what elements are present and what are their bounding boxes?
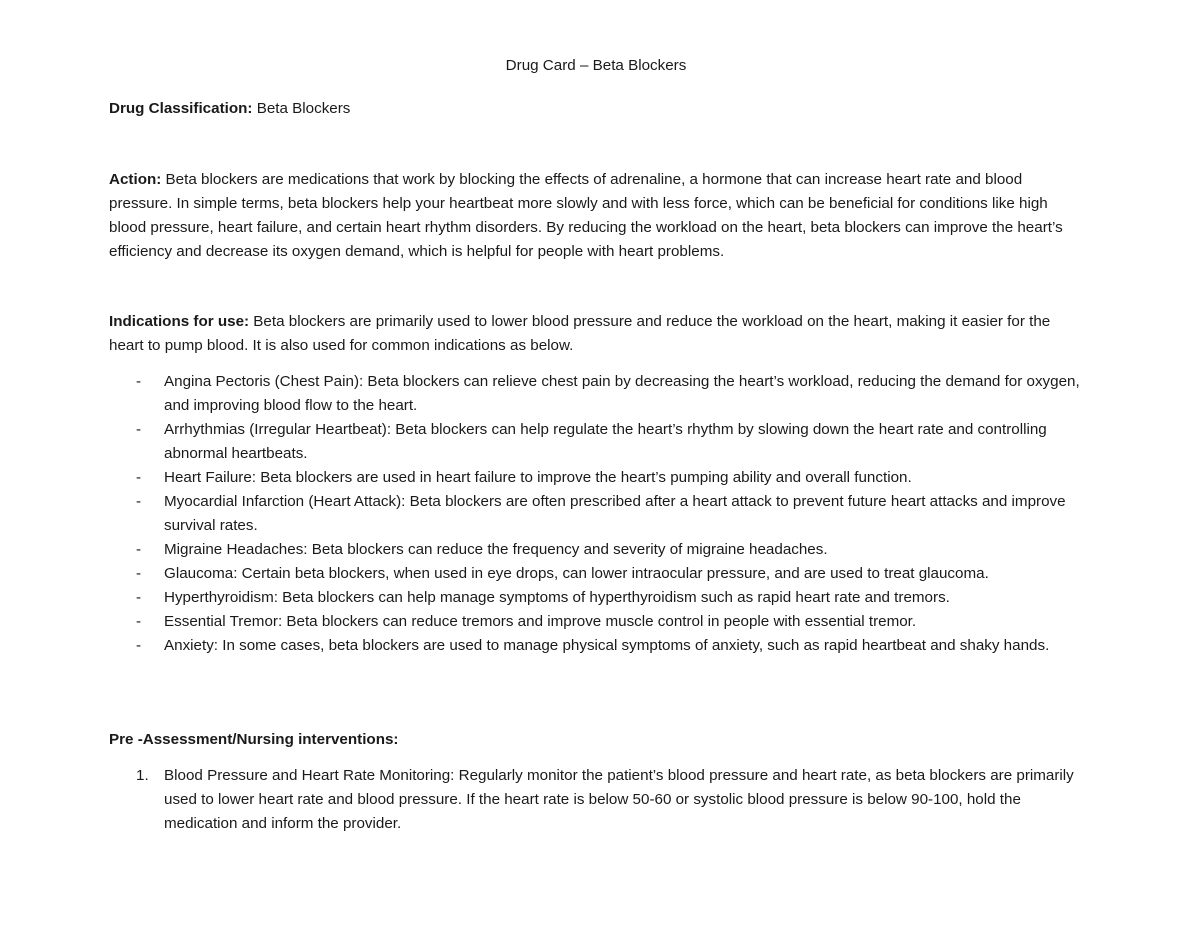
indication-text: Myocardial Infarction (Heart Attack): Beta blockers are often prescribed after a heart attack to prevent future heart attacks and improve survival rates. bbox=[164, 493, 1066, 534]
indications-text: Beta blockers are primarily used to lower blood pressure and reduce the workload on the heart, making it easier for the heart to pump blood. It is also used for common indications as below. bbox=[109, 313, 1051, 354]
item-number: 1. bbox=[136, 767, 149, 784]
indication-text: Anxiety: In some cases, beta blockers are used to manage physical symptoms of anxiety, such as rapid heartbeat and shaky hands. bbox=[164, 637, 1050, 654]
nursing-item bbox=[109, 764, 1089, 836]
bullet-dash: - bbox=[136, 421, 142, 438]
indication-item bbox=[109, 370, 1089, 418]
indication-text: Heart Failure: Beta blockers are used in heart failure to improve the heart’s pumping ability and overall function. bbox=[164, 469, 912, 486]
bullet-dash: - bbox=[136, 469, 142, 486]
indication-item bbox=[109, 418, 1089, 466]
indication-item bbox=[109, 490, 1089, 538]
action-label: Action: bbox=[109, 171, 162, 188]
indication-item bbox=[109, 610, 1089, 634]
page-title: Drug Card – Beta Blockers bbox=[505, 57, 687, 74]
indication-item bbox=[109, 466, 1089, 490]
bullet-dash: - bbox=[136, 541, 142, 558]
action-paragraph bbox=[109, 168, 1089, 264]
indications-paragraph bbox=[109, 310, 1089, 358]
indication-item bbox=[109, 562, 1089, 586]
nursing-text: Blood Pressure and Heart Rate Monitoring: Regularly monitor the patient’s blood pressure and heart rate, as beta blockers are primarily used to lower heart rate and blood pressure. If the heart rate is below 50-60 or systolic blood pressure is below 90-100, hold the medication and inform the provider. bbox=[164, 767, 1074, 832]
indication-item bbox=[109, 538, 1089, 562]
indication-text: Hyperthyroidism: Beta blockers can help manage symptoms of hyperthyroidism such as rapid heart rate and tremors. bbox=[164, 589, 950, 606]
indication-text: Essential Tremor: Beta blockers can reduce tremors and improve muscle control in people with essential tremor. bbox=[164, 613, 917, 630]
classification-line bbox=[109, 97, 1089, 121]
indication-item bbox=[109, 634, 1089, 658]
bullet-dash: - bbox=[136, 613, 142, 630]
indication-text: Glaucoma: Certain beta blockers, when used in eye drops, can lower intraocular pressure, and are used to treat glaucoma. bbox=[164, 565, 989, 582]
indication-text: Migraine Headaches: Beta blockers can reduce the frequency and severity of migraine headaches. bbox=[164, 541, 828, 558]
bullet-dash: - bbox=[136, 589, 142, 606]
classification-value: Beta Blockers bbox=[252, 100, 351, 117]
indication-text: Arrhythmias (Irregular Heartbeat): Beta blockers can help regulate the heart’s rhythm by slowing down the heart rate and controlling abnormal heartbeats. bbox=[164, 421, 1047, 462]
indication-text: Angina Pectoris (Chest Pain): Beta blockers can relieve chest pain by decreasing the heart’s workload, reducing the demand for oxygen, and improving blood flow to the heart. bbox=[164, 373, 1080, 414]
bullet-dash: - bbox=[136, 637, 142, 654]
indication-item bbox=[109, 586, 1089, 610]
indications-list bbox=[109, 370, 1089, 658]
action-text: Beta blockers are medications that work by blocking the effects of adrenaline, a hormone that can increase heart rate and blood pressure. In simple terms, beta blockers help your heartbeat more slowly and with less force, which can be beneficial for conditions like high blood pressure, heart failure, and certain heart rhythm disorders. By reducing the workload on the heart, beta blockers can improve the heart’s efficiency and decrease its oxygen demand, which is helpful for people with heart problems. bbox=[109, 171, 1063, 260]
bullet-dash: - bbox=[136, 493, 142, 510]
nursing-list bbox=[109, 764, 1089, 836]
bullet-dash: - bbox=[136, 373, 142, 390]
classification-label: Drug Classification: bbox=[109, 100, 253, 117]
indications-label: Indications for use: bbox=[109, 313, 250, 330]
nursing-heading: Pre -Assessment/Nursing interventions: bbox=[109, 731, 399, 748]
bullet-dash: - bbox=[136, 565, 142, 582]
